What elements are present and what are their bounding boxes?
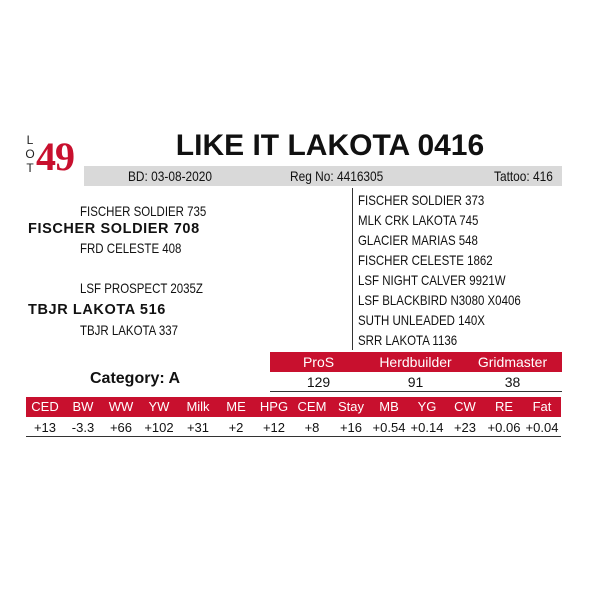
index-table-header [270, 352, 562, 372]
pedigree-entry: FISCHER SOLDIER 373 [358, 192, 485, 208]
epd-value: +12 [262, 420, 286, 435]
epd-header: HPG [259, 399, 289, 414]
category-label: Category: A [90, 370, 181, 387]
epd-value: +102 [144, 420, 174, 435]
epd-value: +0.14 [410, 420, 444, 435]
epd-header: YG [417, 399, 437, 414]
epd-header: CED [31, 399, 59, 414]
epd-header: CW [454, 399, 476, 414]
pedigree-entry: LSF NIGHT CALVER 9921W [358, 272, 506, 288]
lot-letter: O [25, 147, 35, 161]
epd-value: +2 [228, 420, 244, 435]
index-header: Gridmaster [477, 354, 548, 370]
index-value: 91 [407, 374, 424, 390]
pedigree-entry: SRR LAKOTA 1136 [358, 332, 458, 348]
index-table-values [270, 373, 562, 392]
epd-value: +0.06 [487, 420, 521, 435]
dam-sire: LSF PROSPECT 2035Z [80, 280, 203, 296]
lot-number: 49 [36, 134, 74, 179]
birth-date: BD: 03-08-2020 [128, 168, 213, 184]
epd-value: -3.3 [71, 420, 95, 435]
epd-table-values [26, 418, 561, 437]
index-header: Herdbuilder [379, 354, 452, 370]
epd-table-header [26, 397, 561, 417]
pedigree-divider [352, 188, 353, 350]
epd-value: +31 [186, 420, 210, 435]
index-value: 129 [306, 374, 331, 390]
epd-header: BW [72, 399, 94, 414]
index-value: 38 [504, 374, 521, 390]
extended-pedigree [358, 190, 556, 350]
lot-letter: T [26, 161, 34, 175]
epd-value: +13 [33, 420, 57, 435]
epd-header: Stay [337, 399, 364, 414]
sire-sire: FISCHER SOLDIER 735 [80, 203, 207, 219]
epd-header: MB [379, 399, 399, 414]
lot-label [24, 133, 36, 175]
registration-number: Reg No: 4416305 [290, 168, 384, 184]
epd-header: ME [226, 399, 246, 414]
epd-header: Fat [532, 399, 552, 414]
pedigree-entry: FISCHER CELESTE 1862 [358, 252, 493, 268]
pedigree-entry: SUTH UNLEADED 140X [358, 312, 485, 328]
epd-value: +66 [109, 420, 133, 435]
dam: TBJR LAKOTA 516 [28, 302, 166, 318]
pedigree-entry: GLACIER MARIAS 548 [358, 232, 478, 248]
index-header: ProS [302, 354, 335, 370]
epd-value: +8 [304, 420, 320, 435]
epd-header: RE [494, 399, 514, 414]
epd-header: CEM [297, 399, 327, 414]
pedigree-entry: LSF BLACKBIRD N3080 X0406 [358, 292, 521, 308]
sire-dam: FRD CELESTE 408 [80, 240, 182, 256]
lot-letter: L [26, 133, 34, 147]
epd-value: +23 [453, 420, 477, 435]
epd-header: WW [108, 399, 134, 414]
dam-dam: TBJR LAKOTA 337 [80, 322, 179, 338]
tattoo: Tattoo: 416 [494, 168, 553, 184]
pedigree-entry: MLK CRK LAKOTA 745 [358, 212, 479, 228]
animal-name-title: LIKE IT LAKOTA 0416 [175, 129, 485, 162]
epd-header: YW [148, 399, 170, 414]
sire: FISCHER SOLDIER 708 [28, 221, 200, 237]
epd-value: +0.04 [525, 420, 559, 435]
epd-header: Milk [186, 399, 210, 414]
epd-value: +16 [339, 420, 363, 435]
epd-value: +0.54 [372, 420, 406, 435]
info-bar [84, 166, 562, 186]
